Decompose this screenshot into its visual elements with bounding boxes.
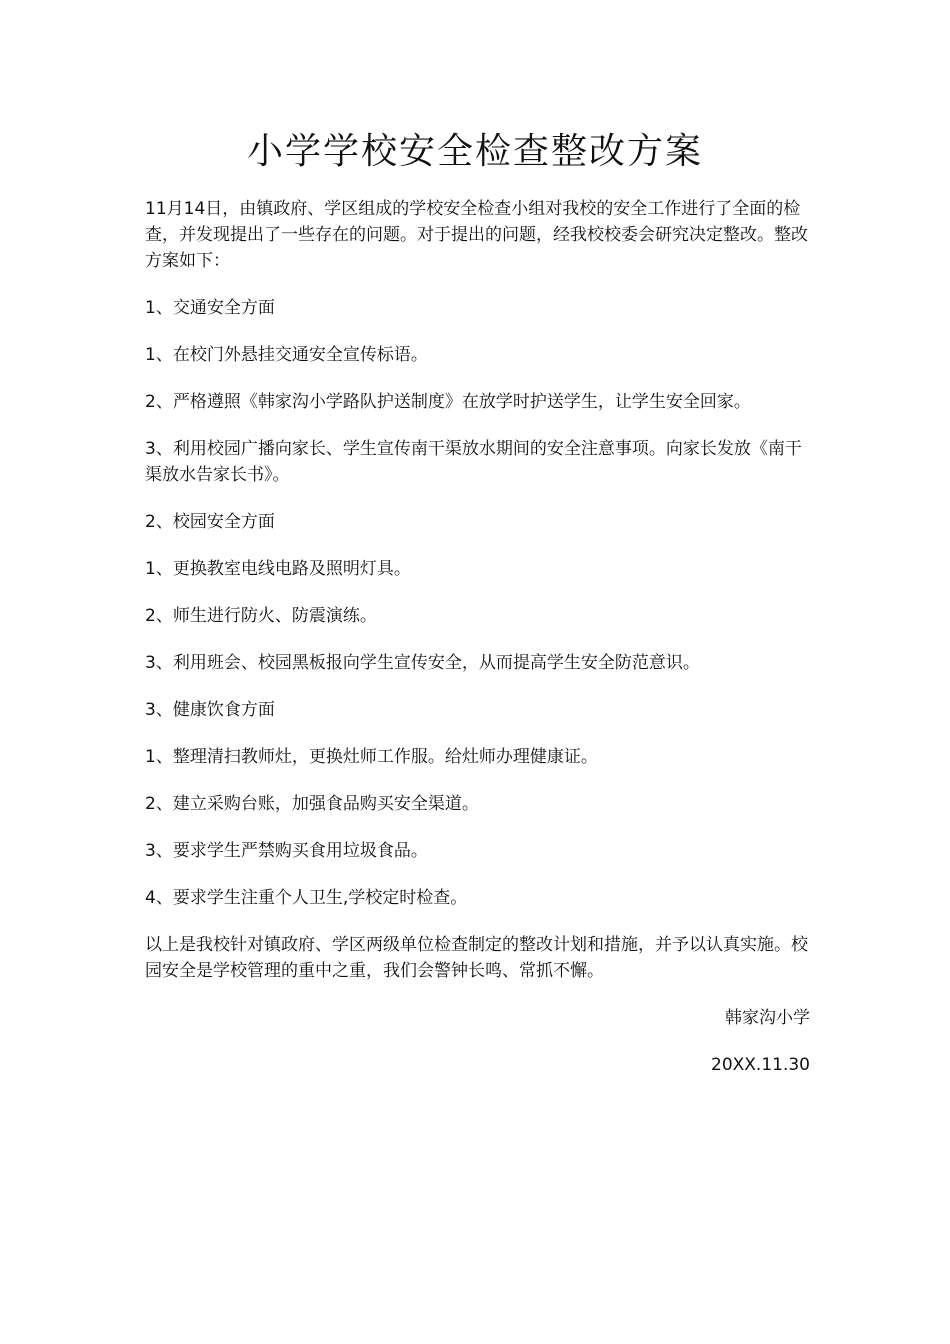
section-heading-food: 3、健康饮食方面 xyxy=(145,700,275,720)
document-date: 20XX.11.30 xyxy=(711,1055,810,1075)
section-heading-traffic: 1、交通安全方面 xyxy=(145,298,275,318)
list-item: 1、在校门外悬挂交通安全宣传标语。 xyxy=(145,345,428,365)
list-item: 1、整理清扫教师灶，更换灶师工作服。给灶师办理健康证。 xyxy=(145,747,598,767)
list-item: 1、更换教室电线电路及照明灯具。 xyxy=(145,559,411,579)
document-body xyxy=(145,196,810,1099)
conclusion-paragraph: 以上是我校针对镇政府、学区两级单位检查制定的整改计划和措施，并予以认真实施。校园安全是学校管理的重中之重，我们会警钟长鸣、常抓不懈。 xyxy=(145,935,808,981)
signature: 韩家沟小学 xyxy=(725,1008,810,1028)
list-item: 3、要求学生严禁购买食用垃圾食品。 xyxy=(145,841,428,861)
list-item: 2、师生进行防火、防震演练。 xyxy=(145,606,377,626)
intro-paragraph: 11月14日，由镇政府、学区组成的学校安全检查小组对我校的安全工作进行了全面的检查，并发现提出了一些存在的问题。对于提出的问题，经我校校委会研究决定整改。整改方案如下： xyxy=(145,199,808,271)
document-title: 小学学校安全检查整改方案 xyxy=(246,131,703,172)
list-item: 3、利用校园广播向家长、学生宣传南干渠放水期间的安全注意事项。向家长发放《南干渠放水告家长书》。 xyxy=(145,439,802,485)
list-item: 4、要求学生注重个人卫生,学校定时检查。 xyxy=(145,888,468,908)
list-item: 2、建立采购台账，加强食品购买安全渠道。 xyxy=(145,794,479,814)
list-item: 2、严格遵照《韩家沟小学路队护送制度》在放学时护送学生，让学生安全回家。 xyxy=(145,392,751,412)
list-item: 3、利用班会、校园黑板报向学生宣传安全，从而提高学生安全防范意识。 xyxy=(145,653,700,673)
section-heading-campus: 2、校园安全方面 xyxy=(145,512,275,532)
